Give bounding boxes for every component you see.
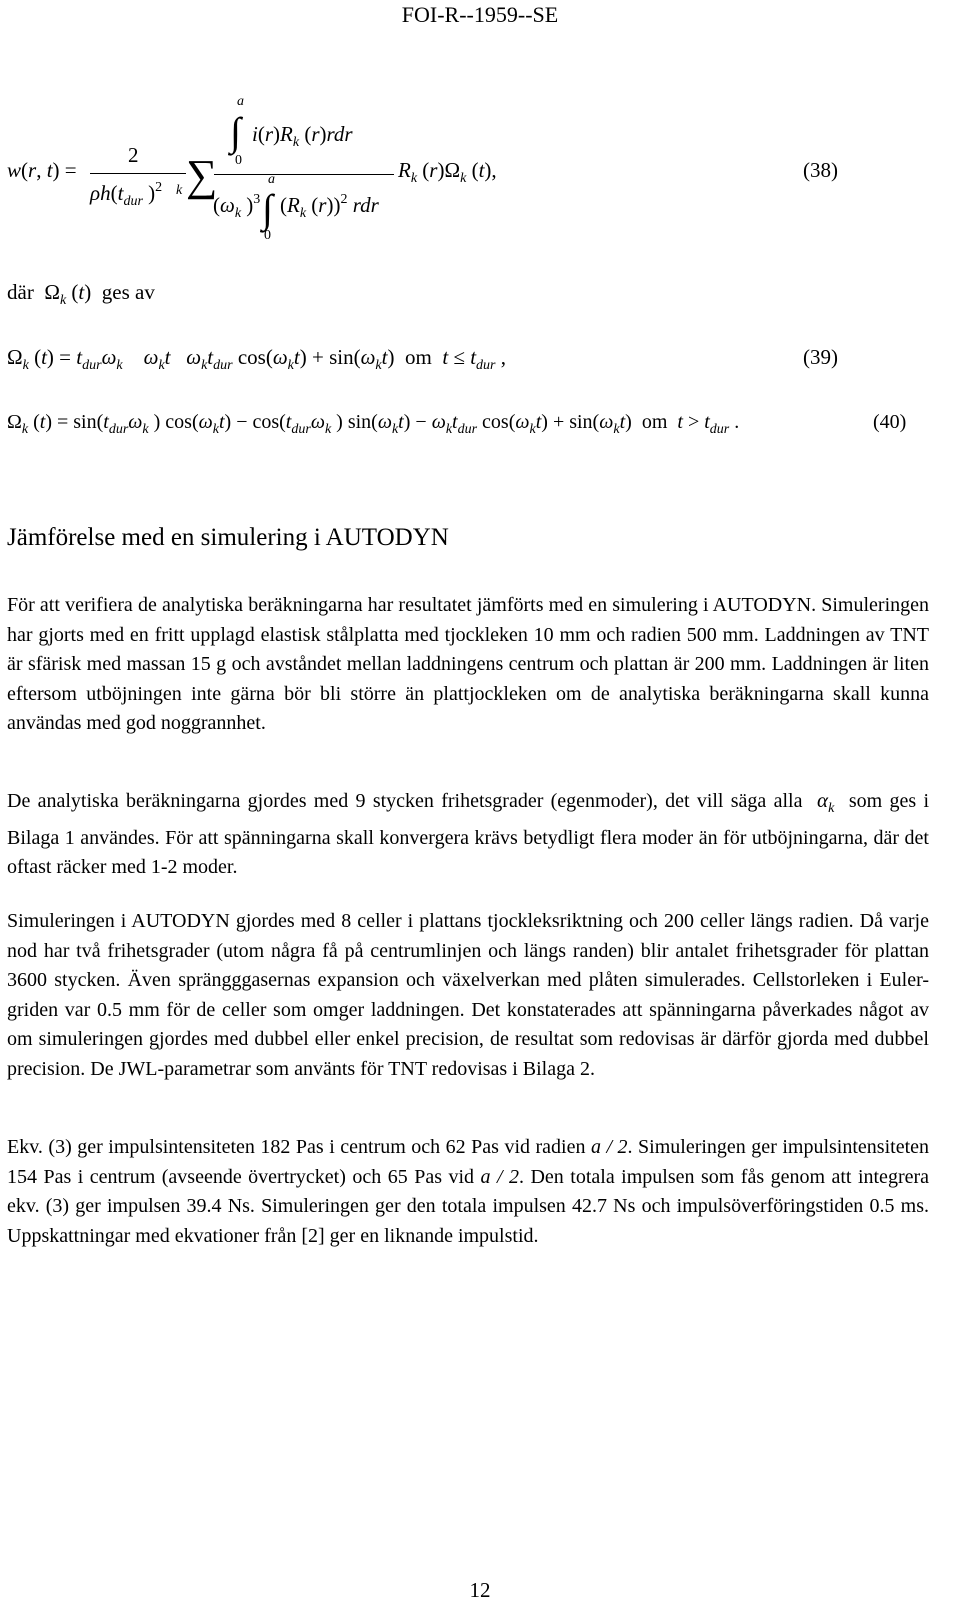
equation-intro: där $\Omega_k$ (t) ges av — [7, 280, 155, 308]
page-header: FOI-R--1959--SE — [401, 2, 559, 27]
paragraph-1: För att verifiera de analytiska beräkningarna har resultatet jämförts med en simulering i AUTODYN. Simuleringen har gjorts med en fritt upplagd elastisk stålplatta med tjockleken 10 mm och radien 500 mm. Laddningen av TNT är sfärisk med massan 15 g och avståndet mellan laddningens centrum och plattan är 200 mm. Laddningen är liten eftersom utböjningen inte gärna bör bli större än plattjockleken om de analytiska beräkningarna skall kunna användas med god noggrannhet. — [7, 594, 929, 734]
paragraph-4: Ekv. (3) ger impulsintensiteten 182 Pas i centrum och 62 Pas vid radien a / 2. Simuleringen ger impulsintensiteten 154 Pas i centrum (avseende övertrycket) och 65 Pas vid a / 2. Den totala impulsen som fås genom att integrera ekv. (3) ger impulsen 39.4 Ns. Simuleringen ger den totala impulsen 42.7 Ns och impulsöverföringstiden 0.5 ms. Uppskattningar med ekvationer från [2] ger en liknande impulstid. — [7, 1136, 930, 1247]
page-number: 12 — [469, 1578, 491, 1602]
paragraph-2: De analytiska beräkningarna gjordes med 9 stycken frihetsgrader (egenmoder), det vill säga alla $\alpha_k$ som ges i Bilaga 1 användes. För att spänningarna skall konvergera krävs betydligt flera moder än för utböjningarna, där det oftast räcker med 1-2 moder. — [7, 788, 930, 878]
paragraph-3: Simuleringen i AUTODYN gjordes med 8 celler i plattans tjockleksriktning och 200 celler längs radien. Då varje nod har två frihetsgrader (utom några få på centrumlinjen och längs randen) blir antalet frihetsgrader för plattan 3600 stycken. Även sprängggasernas expansion och växelverkan med plåten simulerades. Cellstorleken i Euler-griden var 0.5 mm för de celler som omger laddningen. Det konstaterades att spänningarna påverkades något av om simuleringen gjordes med dubbel eller enkel precision, de resultat som redovisas är därför gjorda med dubbel precision. De JWL-parametrar som använts för TNT redovisas i Bilaga 2. — [7, 910, 929, 1080]
section-heading: Jämförelse med en simulering i AUTODYN — [7, 524, 449, 551]
